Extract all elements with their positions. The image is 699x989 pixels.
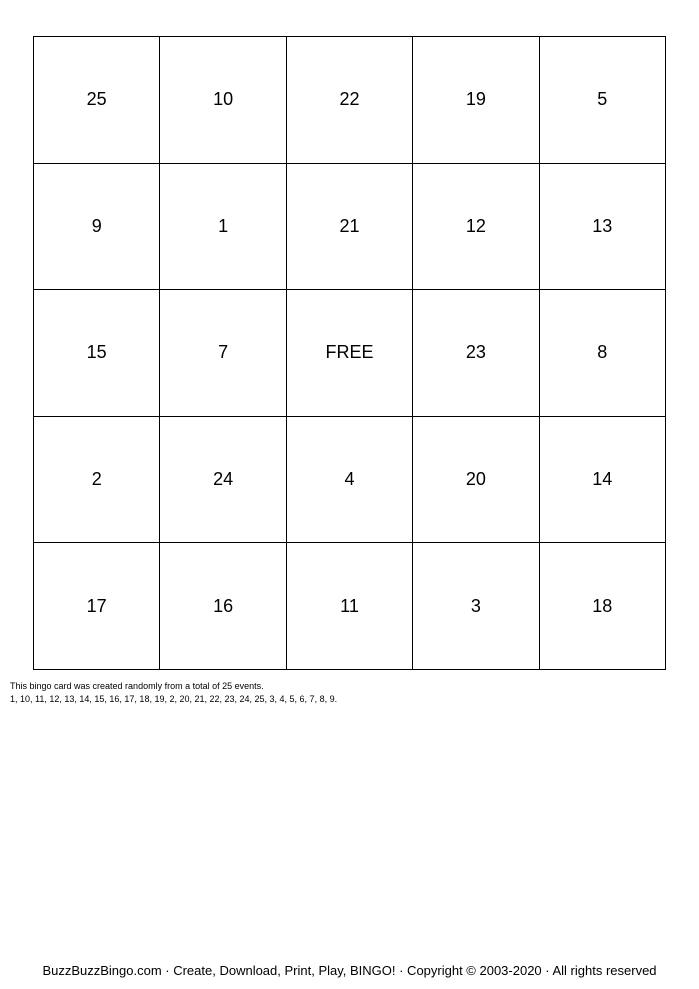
bingo-free-cell: FREE (287, 290, 413, 417)
bingo-cell: 24 (160, 417, 286, 544)
bingo-cell: 1 (160, 164, 286, 291)
bingo-cell: 25 (34, 37, 160, 164)
event-list-text: 1, 10, 11, 12, 13, 14, 15, 16, 17, 18, 19, 2, 20, 21, 22, 23, 24, 25, 3, 4, 5, 6, 7, 8, 9. (10, 694, 338, 704)
bingo-cell: 16 (160, 543, 286, 670)
bingo-cell: 19 (413, 37, 539, 164)
bingo-cell: 15 (34, 290, 160, 417)
page-footer: BuzzBuzzBingo.com · Create, Download, Print, Play, BINGO! · Copyright © 2003-2020 · All rights reserved (42, 963, 657, 978)
bingo-cell: 21 (287, 164, 413, 291)
bingo-cell: 7 (160, 290, 286, 417)
bingo-cell: 17 (34, 543, 160, 670)
card-info-text: This bingo card was created randomly from a total of 25 events. (10, 681, 264, 691)
bingo-cell: 18 (540, 543, 666, 670)
bingo-cell: 4 (287, 417, 413, 544)
bingo-cell: 13 (540, 164, 666, 291)
bingo-cell: 8 (540, 290, 666, 417)
bingo-cell: 3 (413, 543, 539, 670)
bingo-cell: 12 (413, 164, 539, 291)
bingo-cell: 11 (287, 543, 413, 670)
bingo-cell: 5 (540, 37, 666, 164)
bingo-cell: 9 (34, 164, 160, 291)
bingo-cell: 10 (160, 37, 286, 164)
bingo-cell: 23 (413, 290, 539, 417)
bingo-cell: 2 (34, 417, 160, 544)
bingo-card (33, 36, 666, 670)
bingo-cell: 20 (413, 417, 539, 544)
bingo-cell: 14 (540, 417, 666, 544)
bingo-cell: 22 (287, 37, 413, 164)
